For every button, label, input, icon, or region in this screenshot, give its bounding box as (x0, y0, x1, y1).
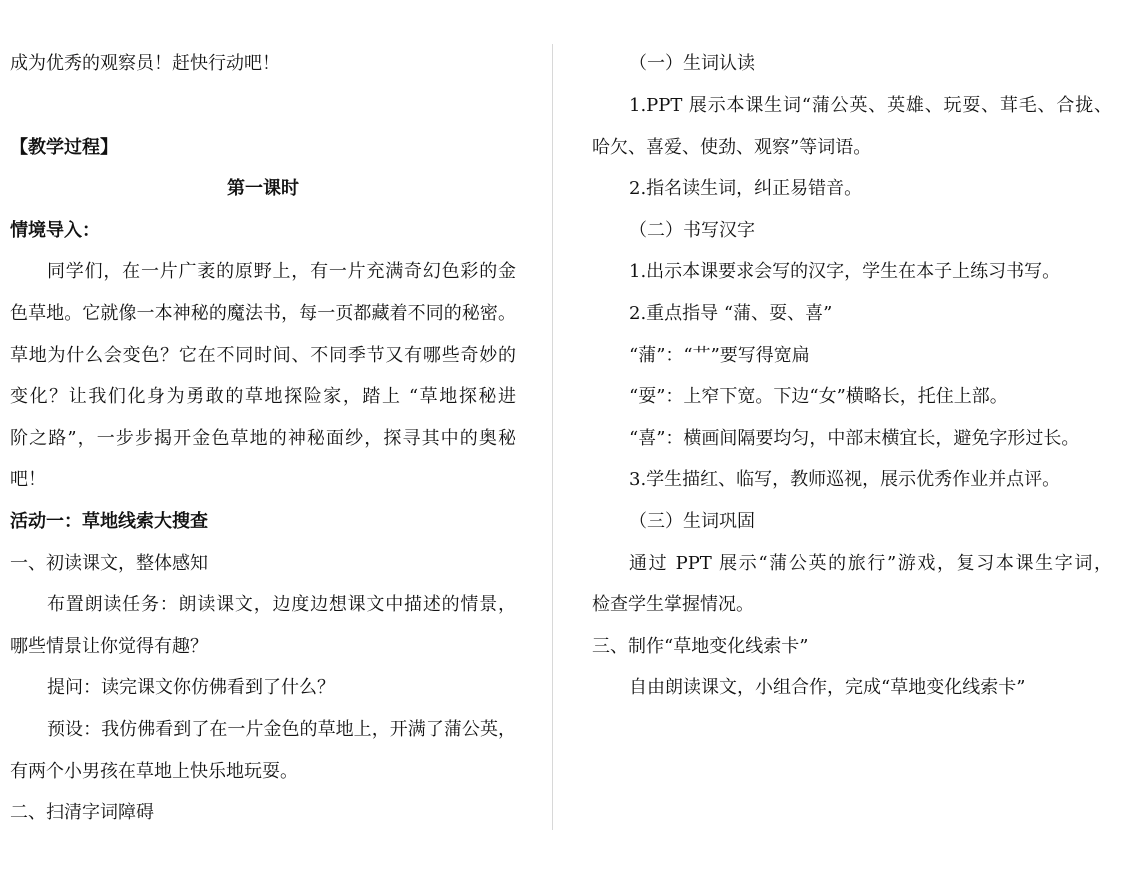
section1-title: 一、初读课文，整体感知 (10, 553, 208, 574)
sub2-title: （二）书写汉字 (629, 220, 755, 241)
sub2-item2: 2.重点指导 “蒲、耍、喜” (629, 303, 833, 324)
question-line: 提问：读完课文你仿佛看到了什么？ (47, 677, 335, 698)
scenario-line: 吧！ (10, 469, 46, 490)
guide-shua: “耍”：上窄下宽。下边“女”横略长，托住上部。 (629, 386, 1008, 407)
sub1-item1-line: 1.PPT 展示本课生词“蒲公英、英雄、玩耍、茸毛、合拢、 (629, 95, 1112, 116)
scenario-line: 色草地。它就像一本神秘的魔法书，每一页都藏着不同的秘密。 (10, 303, 516, 324)
section3-title: 三、制作“草地变化线索卡” (592, 636, 809, 657)
scenario-line: 变化？让我们化身为勇敢的草地探险家，踏上 “草地探秘进 (10, 386, 516, 407)
section3-text: 自由朗读课文，小组合作，完成“草地变化线索卡” (629, 677, 1026, 698)
sub3-line: 通过 PPT 展示“蒲公英的旅行”游戏，复习本课生字词， (629, 553, 1112, 574)
sub1-item2: 2.指名读生词，纠正易错音。 (629, 178, 863, 199)
sub3-title: （三）生词巩固 (629, 511, 755, 532)
process-heading: 【教学过程】 (10, 137, 118, 158)
sub1-title: （一）生词认读 (629, 53, 755, 74)
activity1-title: 活动一：草地线索大搜查 (10, 511, 208, 532)
lesson-title: 第一课时 (227, 178, 299, 199)
scenario-line: 同学们，在一片广袤的原野上，有一片充满奇幻色彩的金 (47, 261, 516, 282)
sub2-item3: 3.学生描红、临写，教师巡视，展示优秀作业并点评。 (629, 469, 1061, 490)
preset-line: 预设：我仿佛看到了在一片金色的草地上，开满了蒲公英， (47, 719, 516, 740)
scenario-line: 草地为什么会变色？它在不同时间、不同季节又有哪些奇妙的 (10, 345, 516, 366)
sub3-line: 检查学生掌握情况。 (592, 594, 754, 615)
sub1-item1-line: 哈欠、喜爱、使劲、观察”等词语。 (592, 137, 872, 158)
guide-pu: “蒲”：“艹”要写得宽扁 (629, 345, 810, 366)
task-line: 哪些情景让你觉得有趣？ (10, 636, 208, 657)
scenario-label: 情境导入： (10, 220, 100, 241)
guide-xi: “喜”：横画间隔要均匀，中部末横宜长，避免字形过长。 (629, 428, 1080, 449)
column-divider (552, 44, 553, 830)
scenario-line: 阶之路”，一步步揭开金色草地的神秘面纱，探寻其中的奥秘 (10, 428, 516, 449)
section2-title: 二、扫清字词障碍 (10, 802, 154, 823)
task-line: 布置朗读任务：朗读课文，边度边想课文中描述的情景， (47, 594, 516, 615)
intro-tail: 成为优秀的观察员！赶快行动吧！ (10, 53, 280, 74)
sub2-item1: 1.出示本课要求会写的汉字，学生在本子上练习书写。 (629, 261, 1061, 282)
preset-line: 有两个小男孩在草地上快乐地玩耍。 (10, 761, 298, 782)
